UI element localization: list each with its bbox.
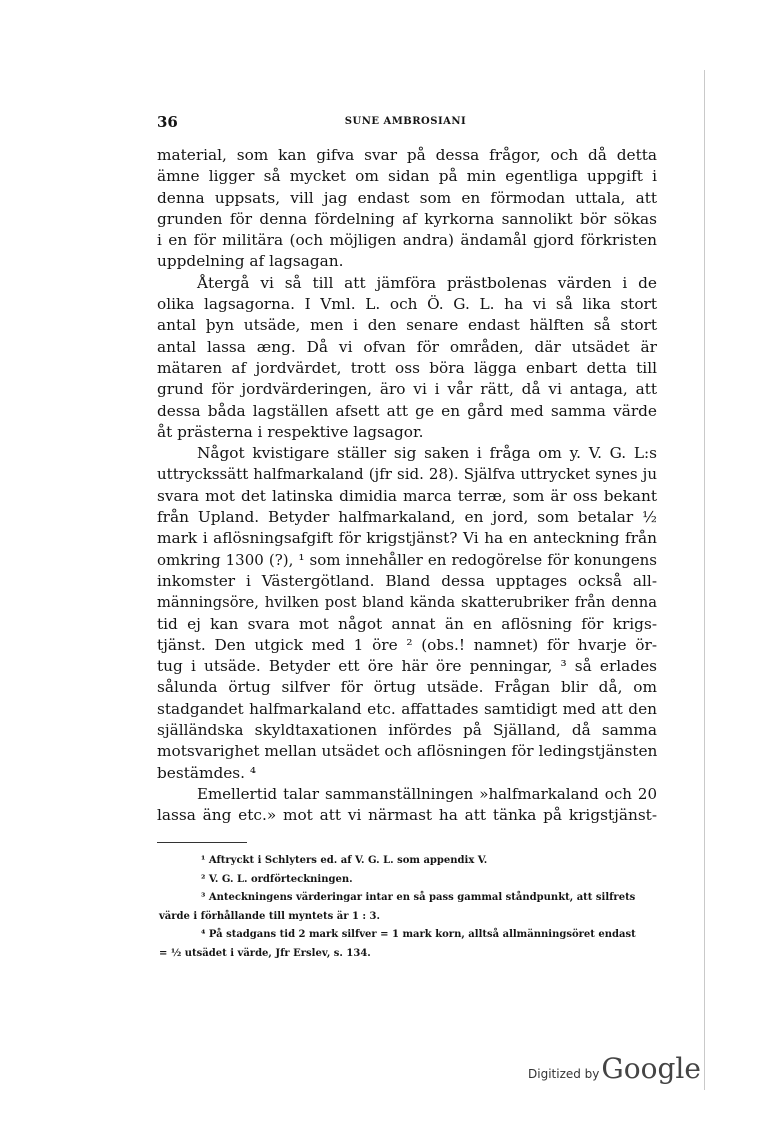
text-line: uppdelning af lagsagan. xyxy=(157,252,344,271)
text-line: tug i utsäde. Betyder ett öre här öre penningar, ³ så erlades xyxy=(157,657,657,676)
footnote-line: ³ Anteckningens värderingar intar en så pass gammal ståndpunkt, att silfrets xyxy=(201,892,636,903)
page-edge-line xyxy=(704,70,705,1090)
text-line: mätaren af jordvärdet, trott oss böra lägga enbart detta till xyxy=(157,358,657,377)
watermark-prefix: Digitized by xyxy=(528,1067,600,1081)
footnote-line: värde i förhållande till myntets är 1 : 3. xyxy=(159,910,381,922)
text-line: mark i aflösningsafgift för krigstjänst? Vi ha en anteckning från xyxy=(157,529,657,548)
footnote-line: ⁴ På stadgans tid 2 mark silfver = 1 mark korn, alltså allmänningsöret endast xyxy=(201,929,636,940)
text-line: Återgå vi så till att jämföra prästbolenas värden i de xyxy=(197,273,657,292)
text-line: lassa äng etc.» mot att vi närmast ha att tänka på krigstjänst- xyxy=(157,806,657,825)
text-line: från Upland. Betyder halfmarkaland, en jord, som betalar ½ xyxy=(157,508,657,527)
text-line: uttryckssätt halfmarkaland (jfr sid. 28). Själfva uttrycket synes ju xyxy=(157,465,657,484)
text-line: grund för jordvärderingen, äro vi i vår rätt, då vi antaga, att xyxy=(157,380,657,399)
google-logo: Google xyxy=(601,1052,701,1085)
running-title: SUNE AMBROSIANI xyxy=(344,116,467,127)
text-line: åt prästerna i respektive lagsagor. xyxy=(157,422,424,441)
footnote-line: = ½ utsädet i värde, Jfr Erslev, s. 134. xyxy=(159,947,371,959)
text-line: grunden för denna fördelning af kyrkorna sannolikt bör sökas xyxy=(157,209,657,228)
page-number: 36 xyxy=(157,113,178,131)
footnote-line: ¹ Aftryckt i Schlyters ed. af V. G. L. som appendix V. xyxy=(201,855,488,866)
text-line: antal þyn utsäde, men i den senare endast hälften så stort xyxy=(157,316,657,335)
text-line: ämne ligger så mycket om sidan på min egentliga uppgift i xyxy=(157,167,657,186)
text-line: denna uppsats, vill jag endast som en förmodan uttala, att xyxy=(157,188,657,207)
text-line: svara mot det latinska dimidia marca terræ, som är oss bekant xyxy=(157,486,657,505)
text-line: material, som kan gifva svar på dessa frågor, och då detta xyxy=(157,146,657,164)
text-line: stadgandet halfmarkaland etc. affattades samtidigt med att den xyxy=(157,699,657,718)
text-line: omkring 1300 (?), ¹ som innehåller en redogörelse för konungens xyxy=(157,550,657,569)
text-line: inkomster i Västergötland. Bland dessa upptages också all- xyxy=(157,571,657,590)
digitized-by-google-watermark xyxy=(528,1052,701,1088)
running-head xyxy=(157,113,654,133)
body-text xyxy=(157,145,657,827)
footnote-rule xyxy=(157,842,247,843)
text-line: tid ej kan svara mot något annat än en aflösning för krigs- xyxy=(157,614,657,633)
text-line: sålunda örtug silfver för örtug utsäde. Frågan blir då, om xyxy=(157,678,657,697)
text-line: själländska skyldtaxationen infördes på Själland, då samma xyxy=(157,721,657,740)
text-line: bestämdes. ⁴ xyxy=(157,763,257,782)
text-line: antal lassa æng. Då vi ofvan för områden, där utsädet är xyxy=(157,337,657,356)
text-line: dessa båda lagställen afsett att ge en gård med samma värde xyxy=(157,401,657,420)
footnote-line: ² V. G. L. ordförteckningen. xyxy=(201,873,353,885)
text-line: i en för militära (och möjligen andra) ändamål gjord förkristen xyxy=(157,231,657,250)
text-line: Något kvistigare ställer sig saken i fråga om y. V. G. L:s xyxy=(197,444,657,463)
text-line: Emellertid talar sammanställningen »halfmarkaland och 20 xyxy=(197,784,657,803)
text-line: motsvarighet mellan utsädet och aflösningen för ledingstjänsten xyxy=(157,742,658,761)
text-line: tjänst. Den utgick med 1 öre ² (obs.! namnet) för hvarje ör- xyxy=(157,635,657,654)
text-line: männingsöre, hvilken post bland kända skatterubriker från denna xyxy=(157,594,657,612)
footnotes xyxy=(159,852,657,963)
text-line: olika lagsagorna. I Vml. L. och Ö. G. L. ha vi så lika stort xyxy=(157,295,657,314)
